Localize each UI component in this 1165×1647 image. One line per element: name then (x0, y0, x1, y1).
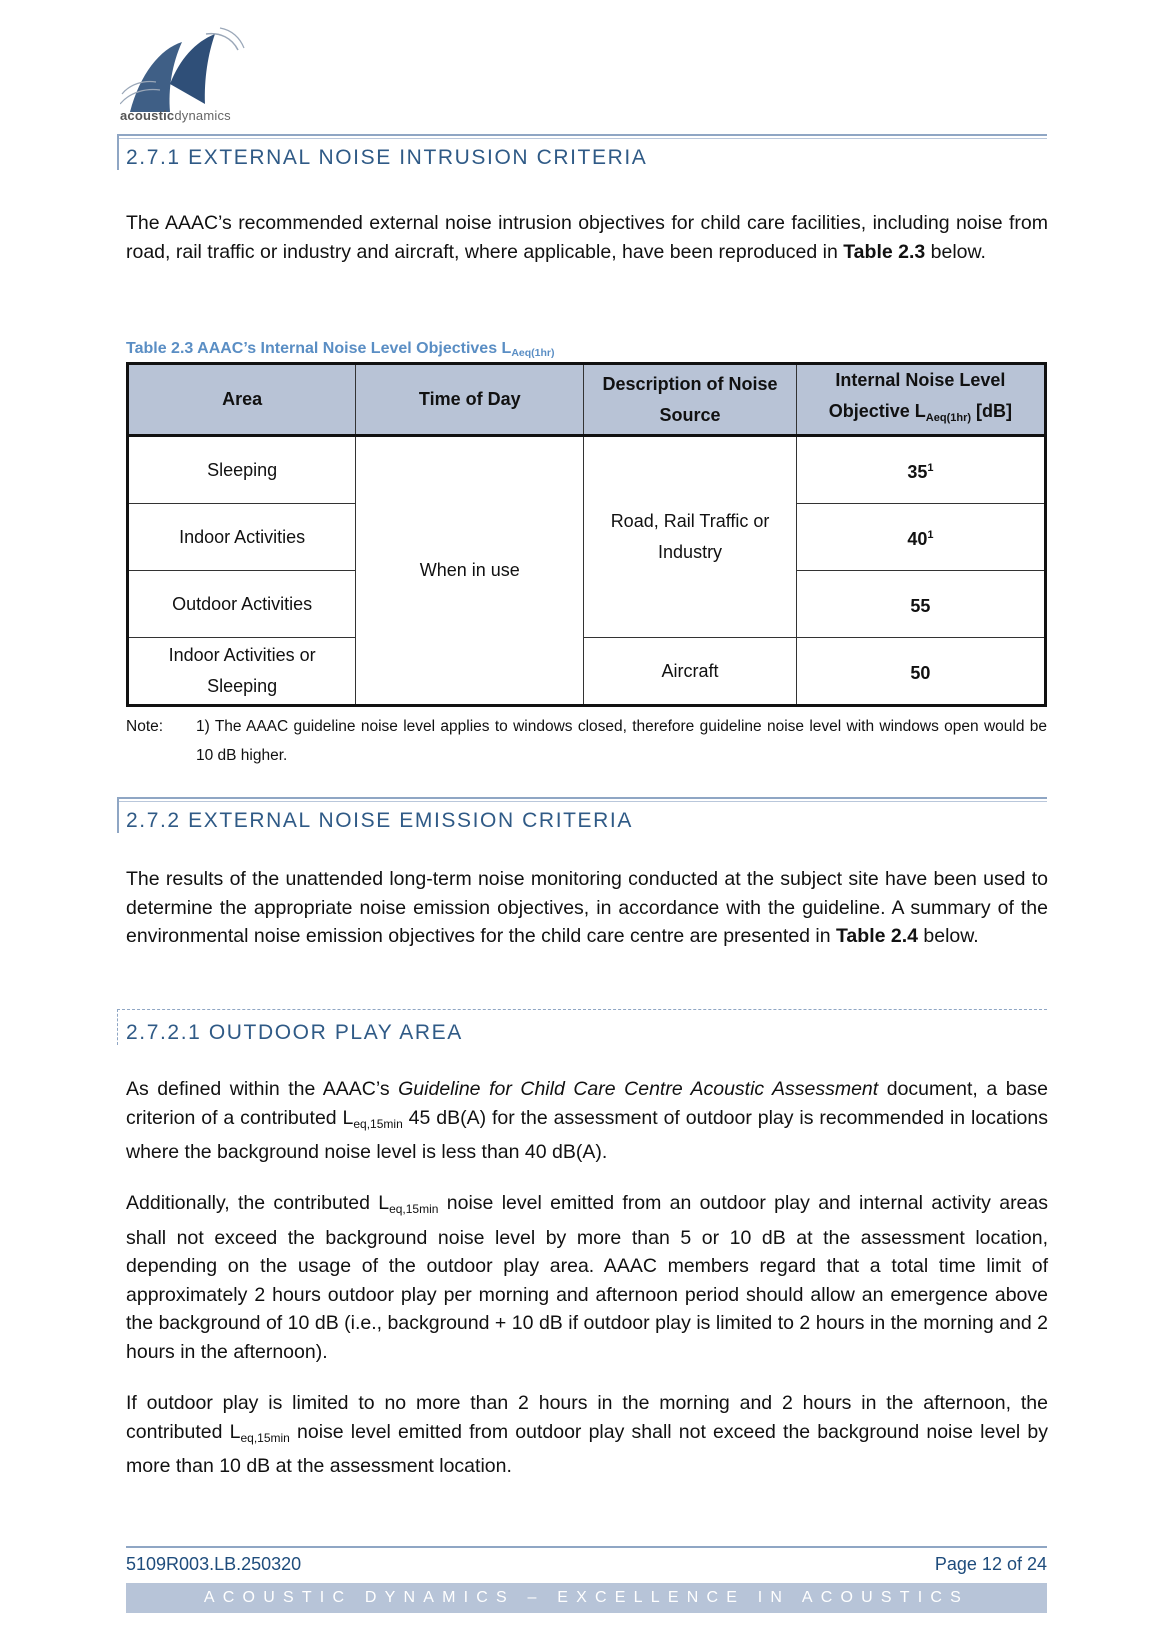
source-cell: Road, Rail Traffic or Industry (584, 436, 796, 638)
footer-tagline: ACOUSTIC DYNAMICS – EXCELLENCE IN ACOUSTICS (126, 1583, 1047, 1613)
table-reference: Table 2.4 (835, 925, 918, 947)
value-cell: $35^1$ (796, 436, 1045, 504)
note-text: 1) The AAAC guideline noise level applies to windows closed, therefore guideline noise level with windows open would be 10 dB higher. (196, 718, 1047, 764)
header-level: Internal Noise Level Objective $L_{Aeq(1hr)}$ [dB] (796, 364, 1045, 436)
paragraph-emission-intro: The results of the unattended long-term noise monitoring conducted at the subject site have been used to determine the appropriate noise emission objectives, in accordance with the guideline. A summary of the environmental noise emission objectives for the child care centre are presented in Table 2.4 below. (126, 868, 1048, 947)
page-number: Page 12 of 24 (934, 1554, 1047, 1574)
paragraph-outdoor-2: Additionally, the contributed $L_{eq,15min}$ noise level emitted from an outdoor play and internal activity areas shall not exceed the background noise level by more than 5 or 10 dB at the assessment location, depending on the usage of the outdoor play area. AAAC members regard that a total time limit of approximately 2 hours outdoor play per morning and afternoon period should allow an emergence above the background of 10 dB (i.e., background + 10 dB if outdoor play is limited to 2 hours in the morning and 2 hours in the afternoon). (126, 1192, 1049, 1363)
noise-objectives-table (126, 362, 1047, 707)
header-time: Time of Day (356, 364, 584, 436)
section-title: 2.7.1 EXTERNAL NOISE INTRUSION CRITERIA (126, 146, 648, 169)
document-reference: 5109R003.LB.250320 (126, 1554, 302, 1574)
value-cell: 55 (796, 571, 1045, 638)
section-heading-2-7-2 (117, 797, 1047, 831)
paragraph-outdoor-1: As defined within the AAAC’s Guideline for Child Care Centre Acoustic Assessment document, a base criterion of a contributed $L_{eq,15min}$ 45 dB(A) for the assessment of outdoor play is recommended in locations where the background noise level is less than 40 dB(A). (126, 1078, 1048, 1163)
table-caption: Table 2.3 AAAC’s Internal Noise Level Objectives $L_{Aeq(1hr)}$ (126, 340, 555, 359)
source-cell: Aircraft (584, 638, 796, 706)
note-label: Note: (126, 718, 164, 735)
table-header-row (128, 364, 1046, 436)
section-heading-2-7-1 (117, 134, 1047, 168)
time-cell: When in use (356, 436, 584, 706)
area-cell: Sleeping (128, 436, 356, 504)
footer-divider (126, 1546, 1047, 1548)
header-area: Area (128, 364, 356, 436)
section-title: 2.7.2.1 OUTDOOR PLAY AREA (126, 1021, 463, 1044)
area-cell: Outdoor Activities (128, 571, 356, 638)
table-row (128, 436, 1046, 504)
paragraph-intrusion-intro: The AAAC’s recommended external noise intrusion objectives for child care facilities, including noise from road, rail traffic or industry and aircraft, where applicable, have been reproduced in Table 2.3 below. (126, 212, 1048, 263)
value-cell: 50 (796, 638, 1045, 706)
area-cell: Indoor Activities (128, 504, 356, 571)
section-title: 2.7.2 EXTERNAL NOISE EMISSION CRITERIA (126, 809, 633, 832)
table-row (128, 638, 1046, 706)
table-reference: Table 2.3 (843, 240, 926, 263)
header-source: Description of Noise Source (584, 364, 796, 436)
sail-logo-icon (120, 24, 255, 114)
area-cell: Indoor Activities or Sleeping (128, 638, 356, 706)
section-heading-2-7-2-1 (117, 1009, 1047, 1043)
logo-wordmark: acousticdynamics (120, 108, 231, 123)
value-cell: $40^1$ (796, 504, 1045, 571)
paragraph-outdoor-3: If outdoor play is limited to no more than 2 hours in the morning and 2 hours in the afternoon, the contributed $L_{eq,15min}$ noise level emitted from outdoor play shall not exceed the background noise level by more than 10 dB at the assessment location. (126, 1392, 1048, 1477)
company-logo (120, 24, 255, 129)
guideline-title: Guideline for Child Care Centre Acoustic Assessment (398, 1078, 879, 1100)
